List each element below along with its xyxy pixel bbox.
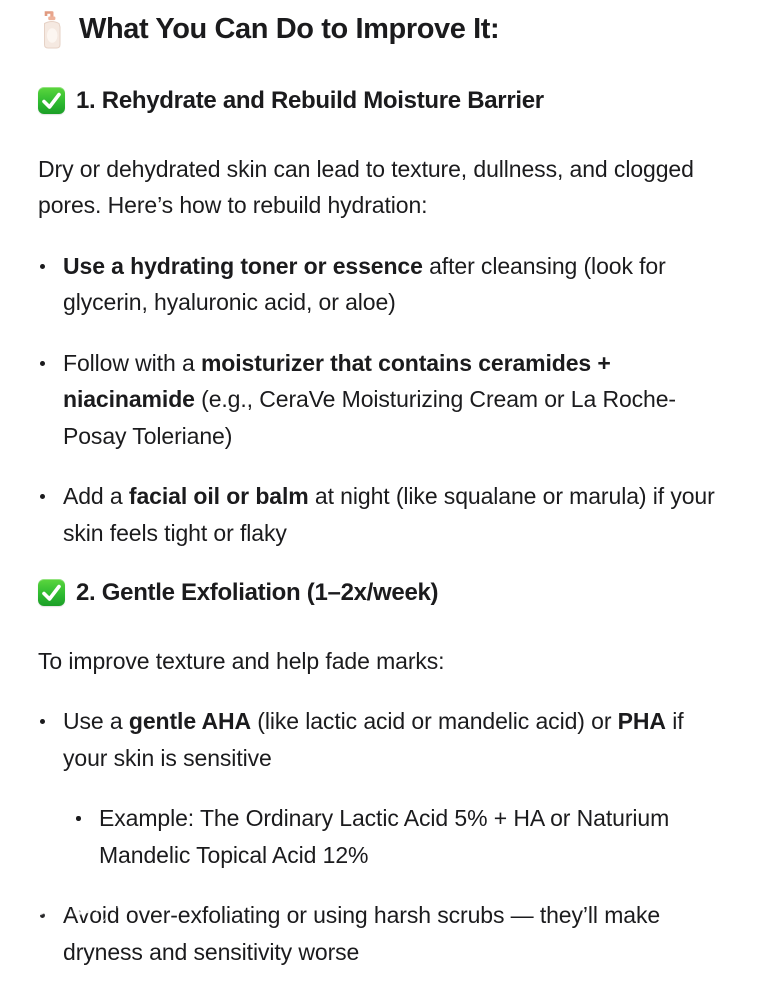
body-text: at night (like squalane or marula) if your skin feels tight or flaky bbox=[63, 483, 715, 546]
body-text: if your skin is sensitive bbox=[63, 708, 684, 771]
lotion-bottle-emoji-icon bbox=[38, 10, 62, 49]
bold-text: facial oil or balm bbox=[128, 483, 309, 510]
body-text: Example: The Ordinary Lactic Acid 5% + HA or Naturium Mandelic Topical Acid 12% bbox=[99, 805, 670, 868]
bullet-dot bbox=[38, 703, 63, 776]
section-heading-text bbox=[76, 579, 438, 607]
body-text: (e.g., CeraVe Moisturizing Cream or La Roche-Posay Toleriane) bbox=[63, 386, 676, 449]
section-heading bbox=[38, 579, 732, 607]
bullet-item bbox=[74, 800, 732, 873]
bullet-text bbox=[63, 248, 732, 321]
bullet-text bbox=[63, 345, 732, 455]
paragraph bbox=[38, 151, 732, 224]
bullet-dot-glyph bbox=[40, 494, 45, 499]
bullet-dot bbox=[38, 345, 63, 455]
document-content bbox=[38, 10, 732, 970]
bold-text: Use a hydrating toner or essence bbox=[63, 252, 423, 279]
bullet-text bbox=[63, 478, 732, 551]
bullet-text bbox=[63, 897, 732, 970]
bullet-dot-glyph bbox=[40, 913, 45, 918]
bold-text: gentle AHA bbox=[128, 708, 251, 735]
body-text: Follow with a bbox=[63, 349, 201, 376]
bullet-dot-glyph bbox=[40, 264, 45, 269]
check-mark-emoji-icon bbox=[38, 579, 65, 606]
bullet-item bbox=[38, 703, 732, 776]
bullet-item bbox=[38, 897, 732, 970]
bullet-dot bbox=[74, 800, 99, 873]
check-mark-emoji-icon bbox=[38, 87, 65, 114]
bullet-item bbox=[38, 248, 732, 321]
bullet-text bbox=[99, 800, 732, 873]
bullet-dot-glyph bbox=[40, 719, 45, 724]
bullet-item bbox=[38, 345, 732, 455]
document-title bbox=[38, 10, 732, 49]
bold-text: PHA bbox=[617, 708, 666, 735]
body-text: (like lactic acid or mandelic acid) or bbox=[250, 708, 618, 735]
body-text: Add a bbox=[63, 483, 129, 510]
body-text: after cleansing (look for glycerin, hyaluronic acid, or aloe) bbox=[63, 252, 666, 316]
body-text: Dry or dehydrated skin can lead to texture, dullness, and clogged pores. Here’s how to rebuild hydration: bbox=[38, 155, 694, 219]
bullet-item bbox=[38, 478, 732, 551]
body-text: To improve texture and help fade marks: bbox=[38, 647, 445, 674]
bullet-dot bbox=[38, 897, 63, 970]
paragraph bbox=[38, 643, 732, 680]
bold-text: moisturizer that contains ceramides + niacinamide bbox=[63, 349, 611, 413]
bold-text: 1. Rehydrate and Rebuild Moisture Barrier bbox=[76, 87, 544, 114]
bullet-dot bbox=[38, 248, 63, 321]
section-heading bbox=[38, 87, 732, 115]
watermark-text: BeFunky bbox=[0, 873, 157, 936]
bullet-dot bbox=[38, 478, 63, 551]
bullet-dot-glyph bbox=[40, 361, 45, 366]
bold-text: What You Can Do to Improve It: bbox=[79, 13, 500, 46]
document-title-text bbox=[79, 12, 499, 47]
bullet-text bbox=[63, 703, 732, 776]
body-text: Use a bbox=[63, 708, 129, 735]
body-text: Avoid over-exfoliating or using harsh scrubs — they’ll make dryness and sensitivity worse bbox=[63, 902, 661, 965]
bold-text: 2. Gentle Exfoliation (1–2x/week) bbox=[76, 579, 439, 607]
section-heading-text bbox=[76, 87, 544, 115]
bullet-dot-glyph bbox=[76, 816, 81, 821]
